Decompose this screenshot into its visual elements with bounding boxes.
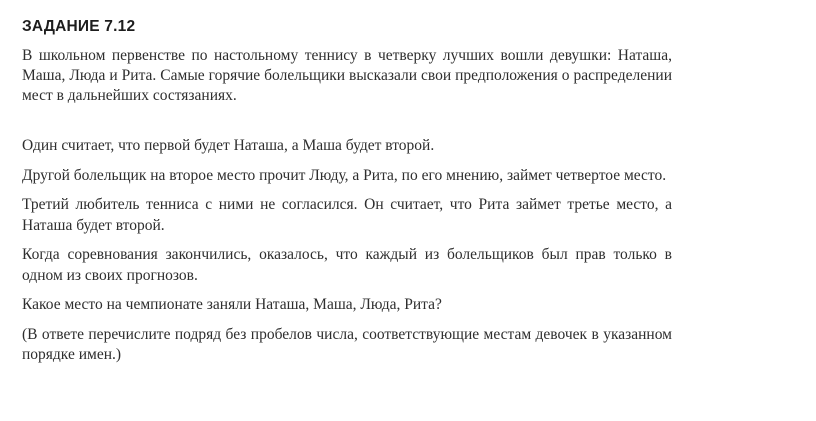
task-paragraph-2: Другой болельщик на второе место прочит Люду, а Рита, по его мнению, займет четвертое место. bbox=[22, 166, 667, 184]
paragraph-spacer bbox=[22, 106, 794, 136]
intro-paragraph: В школьном первенстве по настольному теннису в четверку лучших вошли девушки: Наташа, Маша, Люда и Рита. Самые горячие болельщики высказали свои предположения о распределении мест в дальнейших состязаниях. bbox=[22, 47, 672, 105]
page-title: ЗАДАНИЕ 7.12 bbox=[22, 18, 136, 35]
answer-instruction: (В ответе перечислите подряд без пробелов числа, соответствующие местам девочек в указанном порядке имен.) bbox=[22, 325, 672, 364]
task-question: Какое место на чемпионате заняли Наташа, Маша, Люда, Рита? bbox=[22, 296, 442, 314]
task-paragraph-1: Один считает, что первой будет Наташа, а Маша будет второй. bbox=[22, 137, 435, 155]
task-paragraph-4: Когда соревнования закончились, оказалось, что каждый из болельщиков был прав только в одном из своих прогнозов. bbox=[22, 246, 672, 284]
task-body bbox=[22, 136, 794, 365]
task-paragraph-3: Третий любитель тенниса с ними не согласился. Он считает, что Рита займет третье место, а Наташа будет второй. bbox=[22, 196, 672, 234]
